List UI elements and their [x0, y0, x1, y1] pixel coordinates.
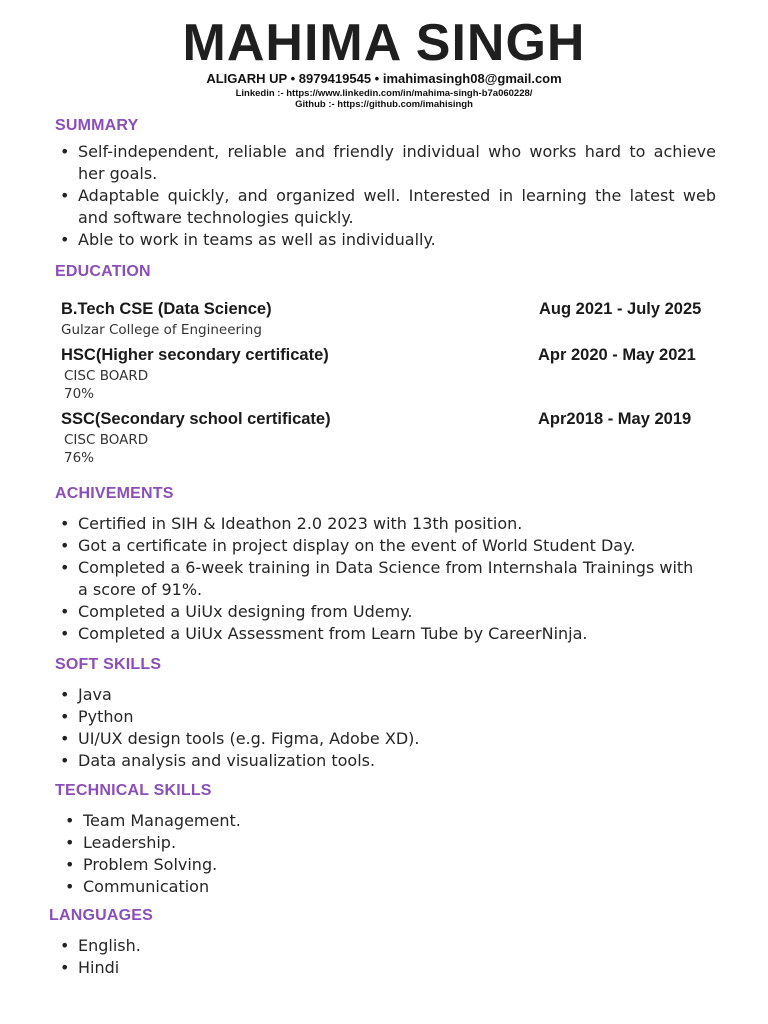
soft-skills-list	[56, 684, 716, 772]
list-item: • Certified in SIH & Ideathon 2.0 2023 with 13th position.	[56, 513, 706, 535]
list-item: • Completed a UiUx designing from Udemy.	[56, 601, 706, 623]
education-title: HSC(Higher secondary certificate)	[61, 346, 329, 364]
list-item: • Completed a UiUx Assessment from Learn Tube by CareerNinja.	[56, 623, 706, 645]
soft-skills-heading: SOFT SKILLS	[55, 656, 162, 673]
list-item: • Completed a 6-week training in Data Science from Internshala Trainings with a score of 91%.	[56, 557, 706, 601]
languages-list	[56, 935, 716, 979]
achievements-heading: ACHIVEMENTS	[55, 485, 174, 502]
achievements-list	[56, 513, 706, 645]
education-date: Aug 2021 - July 2025	[539, 300, 702, 318]
list-item: • Team Management.	[61, 810, 721, 832]
linkedin-link[interactable]: Linkedin :- https://www.linkedin.com/in/mahima-singh-b7a060228/	[235, 88, 533, 99]
list-item: • Java	[56, 684, 716, 706]
list-item: • UI/UX design tools (e.g. Figma, Adobe XD).	[56, 728, 716, 750]
education-date: Apr2018 - May 2019	[538, 410, 692, 428]
list-item: • Hindi	[56, 957, 716, 979]
languages-heading: LANGUAGES	[49, 907, 154, 924]
list-item: • Leadership.	[61, 832, 721, 854]
list-item: • Communication	[61, 876, 721, 898]
summary-list	[56, 141, 716, 251]
education-title: SSC(Secondary school certificate)	[61, 410, 331, 428]
technical-skills-list	[61, 810, 721, 898]
education-date: Apr 2020 - May 2021	[538, 346, 696, 364]
list-item: • Python	[56, 706, 716, 728]
list-item: • Adaptable quickly, and organized well. Interested in learning the latest web and software technologies quickly.	[56, 185, 716, 229]
list-item: • Data analysis and visualization tools.	[56, 750, 716, 772]
education-title: B.Tech CSE (Data Science)	[61, 300, 272, 318]
education-score: 76%	[64, 450, 95, 466]
education-score: 70%	[64, 386, 95, 402]
resume-name: MAHIMA SINGH	[182, 14, 586, 72]
list-item: • Problem Solving.	[61, 854, 721, 876]
technical-skills-heading: TECHNICAL SKILLS	[55, 782, 212, 799]
list-item: • Got a certificate in project display on the event of World Student Day.	[56, 535, 706, 557]
education-heading: EDUCATION	[55, 263, 151, 280]
education-board: CISC BOARD	[64, 368, 149, 384]
github-link[interactable]: Github :- https://github.com/imahisingh	[295, 99, 473, 110]
summary-heading: SUMMARY	[55, 117, 139, 134]
education-institution: Gulzar College of Engineering	[61, 322, 262, 338]
education-board: CISC BOARD	[64, 432, 149, 448]
list-item: • Able to work in teams as well as individually.	[56, 229, 716, 251]
list-item: • English.	[56, 935, 716, 957]
contact-line: ALIGARH UP • 8979419545 • imahimasingh08@gmail.com	[206, 71, 562, 86]
list-item: • Self-independent, reliable and friendly individual who works hard to achieve her goals.	[56, 141, 716, 185]
